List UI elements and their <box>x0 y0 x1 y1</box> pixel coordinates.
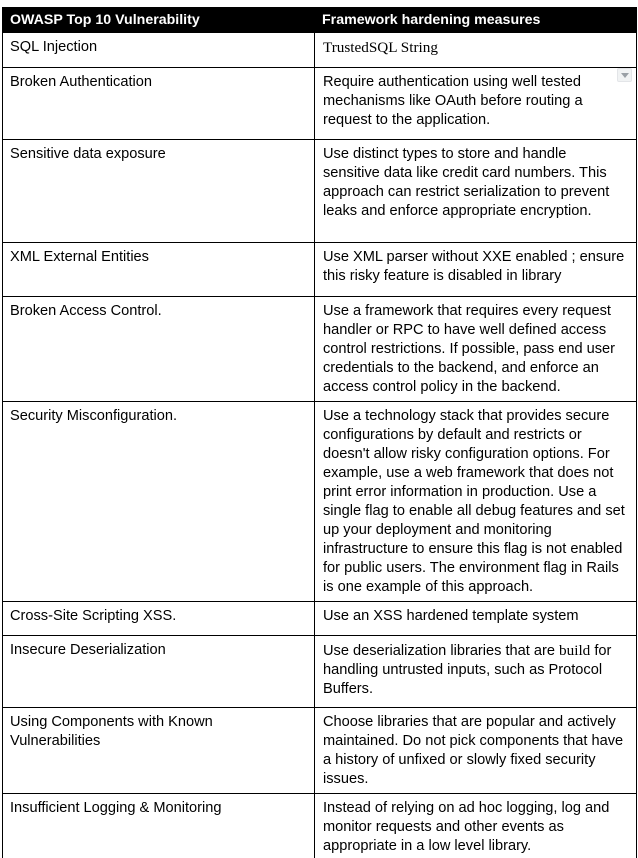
text-segment: for handling untrusted inputs, such as Protocol Buffers. <box>323 643 612 697</box>
table-row <box>3 602 637 636</box>
measure-cell[interactable] <box>315 602 637 636</box>
triangle-down-icon <box>621 73 629 78</box>
vulnerability-cell[interactable]: Broken Authentication <box>3 68 315 140</box>
vulnerability-cell[interactable]: Insecure Deserialization <box>3 636 315 708</box>
text-segment: Instead of relying on ad hoc logging, log and monitor requests and other events as appropriate in a low level library. <box>323 800 610 854</box>
owasp-hardening-table <box>2 7 637 858</box>
vulnerability-cell[interactable]: Cross-Site Scripting XSS. <box>3 602 315 636</box>
text-segment: Use distinct types to store and handle sensitive data like credit card numbers. This approach can restrict serialization to prevent leaks and enforce appropriate encryption. <box>323 146 610 219</box>
table-row <box>3 297 637 402</box>
serif-text-segment: build <box>559 642 591 659</box>
vulnerability-cell[interactable]: Using Components with Known Vulnerabilities <box>3 708 315 794</box>
text-segment: Choose libraries that are popular and actively maintained. Do not pick components that have a history of unfixed or slowly fixed security issues. <box>323 714 624 787</box>
measure-cell[interactable] <box>315 708 637 794</box>
table-row <box>3 402 637 602</box>
table-row <box>3 33 637 68</box>
text-segment: Use XML parser without XXE enabled ; ensure this risky feature is disabled in library <box>323 249 625 284</box>
measure-cell[interactable] <box>315 68 637 140</box>
measure-cell[interactable] <box>315 243 637 297</box>
serif-text-segment: TrustedSQL String <box>323 39 438 56</box>
document-page <box>0 7 638 858</box>
measure-cell[interactable] <box>315 402 637 602</box>
measure-cell[interactable] <box>315 636 637 708</box>
table-row <box>3 243 637 297</box>
table-row <box>3 140 637 243</box>
table-row <box>3 708 637 794</box>
measure-cell[interactable] <box>315 33 637 68</box>
measure-cell[interactable] <box>315 297 637 402</box>
table-row <box>3 68 637 140</box>
measure-cell[interactable] <box>315 794 637 858</box>
vulnerability-cell[interactable]: Security Misconfiguration. <box>3 402 315 602</box>
table-row <box>3 794 637 858</box>
text-segment: Use deserialization libraries that are <box>323 643 560 659</box>
table-body <box>3 33 637 858</box>
text-segment: Use an XSS hardened template system <box>323 608 579 624</box>
table-row <box>3 636 637 708</box>
table-header-row <box>3 8 637 33</box>
vulnerability-cell[interactable]: Insufficient Logging & Monitoring <box>3 794 315 858</box>
header-vulnerability: OWASP Top 10 Vulnerability <box>3 8 315 33</box>
vulnerability-cell[interactable]: XML External Entities <box>3 243 315 297</box>
text-segment: Use a technology stack that provides secure configurations by default and restricts or doesn't allow risky configuration options. For example, use a web framework that does not print error information in production. Use a single flag to enable all debug features and set up your deployment and monitoring infrastructure to ensure this flag is not enabled for public users. The environment flag in Rails is one example of this approach. <box>323 408 625 595</box>
text-segment: Require authentication using well tested mechanisms like OAuth before routing a request to the application. <box>323 74 583 128</box>
vulnerability-cell[interactable]: Broken Access Control. <box>3 297 315 402</box>
collapsed-comment-icon[interactable] <box>617 68 632 82</box>
header-hardening-measures: Framework hardening measures <box>315 8 637 33</box>
measure-cell[interactable] <box>315 140 637 243</box>
vulnerability-cell[interactable]: Sensitive data exposure <box>3 140 315 243</box>
vulnerability-cell[interactable]: SQL Injection <box>3 33 315 68</box>
text-segment: Use a framework that requires every request handler or RPC to have well defined access control restrictions. If possible, pass end user credentials to the backend, and enforce an access control policy in the backend. <box>323 303 616 395</box>
